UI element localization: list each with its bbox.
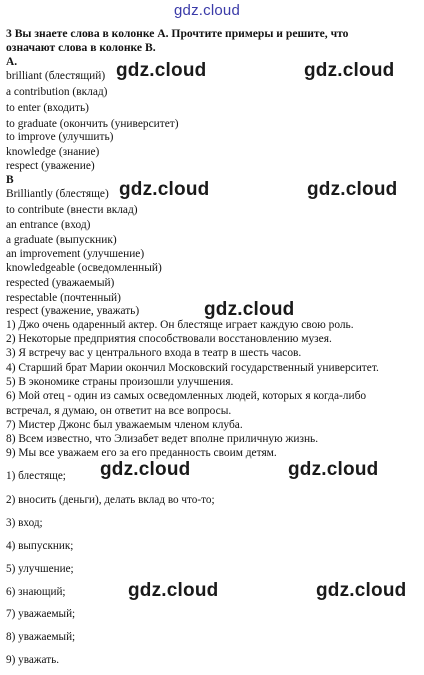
column-b-item: respectable (почтенный)	[6, 292, 121, 304]
answer-item: 1) блестяще;	[6, 470, 66, 482]
column-a-header: A.	[6, 56, 18, 68]
column-a-item: brilliant (блестящий)	[6, 70, 106, 82]
example-sentence: 4) Старший брат Марии окончил Московский государственный университет.	[6, 362, 379, 374]
example-sentence: 6) Мой отец - один из самых осведомленных людей, которых я когда-либо	[6, 390, 367, 402]
watermark: gdz.cloud	[316, 580, 407, 601]
answer-item: 7) уважаемый;	[6, 608, 76, 620]
example-sentence: 7) Мистер Джонс был уважаемым членом клуба.	[6, 419, 243, 431]
column-b-item: to contribute (внести вклад)	[6, 204, 138, 216]
column-a-item: to improve (улучшить)	[6, 131, 114, 143]
column-a-item: respect (уважение)	[6, 160, 95, 172]
column-b-item: a graduate (выпускник)	[6, 234, 117, 246]
column-b-item: respect (уважение, уважать)	[6, 305, 140, 317]
watermark: gdz.cloud	[128, 580, 219, 601]
answer-item: 3) вход;	[6, 517, 43, 529]
watermark: gdz.cloud	[116, 60, 207, 81]
column-b-item: respected (уважаемый)	[6, 277, 115, 289]
answer-item: 6) знающий;	[6, 586, 66, 598]
column-a-item: to enter (входить)	[6, 102, 89, 114]
answer-item: 4) выпускник;	[6, 540, 74, 552]
example-sentence: 1) Джо очень одаренный актер. Он блестяще играет каждую свою роль.	[6, 319, 354, 331]
column-a-item: to graduate (окончить (университет)	[6, 118, 179, 130]
example-sentence: 2) Некоторые предприятия способствовали восстановлению музея.	[6, 333, 332, 345]
watermark: gdz.cloud	[288, 459, 379, 480]
answer-item: 9) уважать.	[6, 654, 60, 666]
column-b-item: Brilliantly (блестяще)	[6, 188, 109, 200]
answer-item: 5) улучшение;	[6, 563, 74, 575]
column-b-header: B	[6, 174, 14, 186]
answer-item: 8) уважаемый;	[6, 631, 76, 643]
column-a-item: a contribution (вклад)	[6, 86, 108, 98]
example-sentence: 8) Всем известно, что Элизабет ведет вполне приличную жизнь.	[6, 433, 319, 445]
example-sentence: 5) В экономике страны произошли улучшения.	[6, 376, 234, 388]
column-b-item: knowledgeable (осведомленный)	[6, 262, 162, 274]
column-b-item: an improvement (улучшение)	[6, 248, 145, 260]
example-sentence: 9) Мы все уважаем его за его преданность своим детям.	[6, 447, 277, 459]
watermark: gdz.cloud	[100, 459, 191, 480]
watermark: gdz.cloud	[304, 60, 395, 81]
column-b-item: an entrance (вход)	[6, 219, 91, 231]
watermark: gdz.cloud	[204, 299, 295, 320]
watermark: gdz.cloud	[307, 179, 398, 200]
column-a-item: knowledge (знание)	[6, 146, 100, 158]
watermark: gdz.cloud	[119, 179, 210, 200]
example-sentence: 3) Я встречу вас у центрального входа в театр в шесть часов.	[6, 347, 302, 359]
task-heading-line-2: означают слова в колонке В.	[6, 41, 156, 54]
task-heading-line-1: 3 Вы знаете слова в колонке А. Прочтите примеры и решите, что	[6, 27, 349, 40]
site-header-watermark: gdz.cloud	[174, 2, 241, 19]
example-sentence-continuation: встречал, я думаю, он ответит на все вопросы.	[6, 405, 232, 417]
answer-item: 2) вносить (деньги), делать вклад во что-то;	[6, 494, 215, 506]
